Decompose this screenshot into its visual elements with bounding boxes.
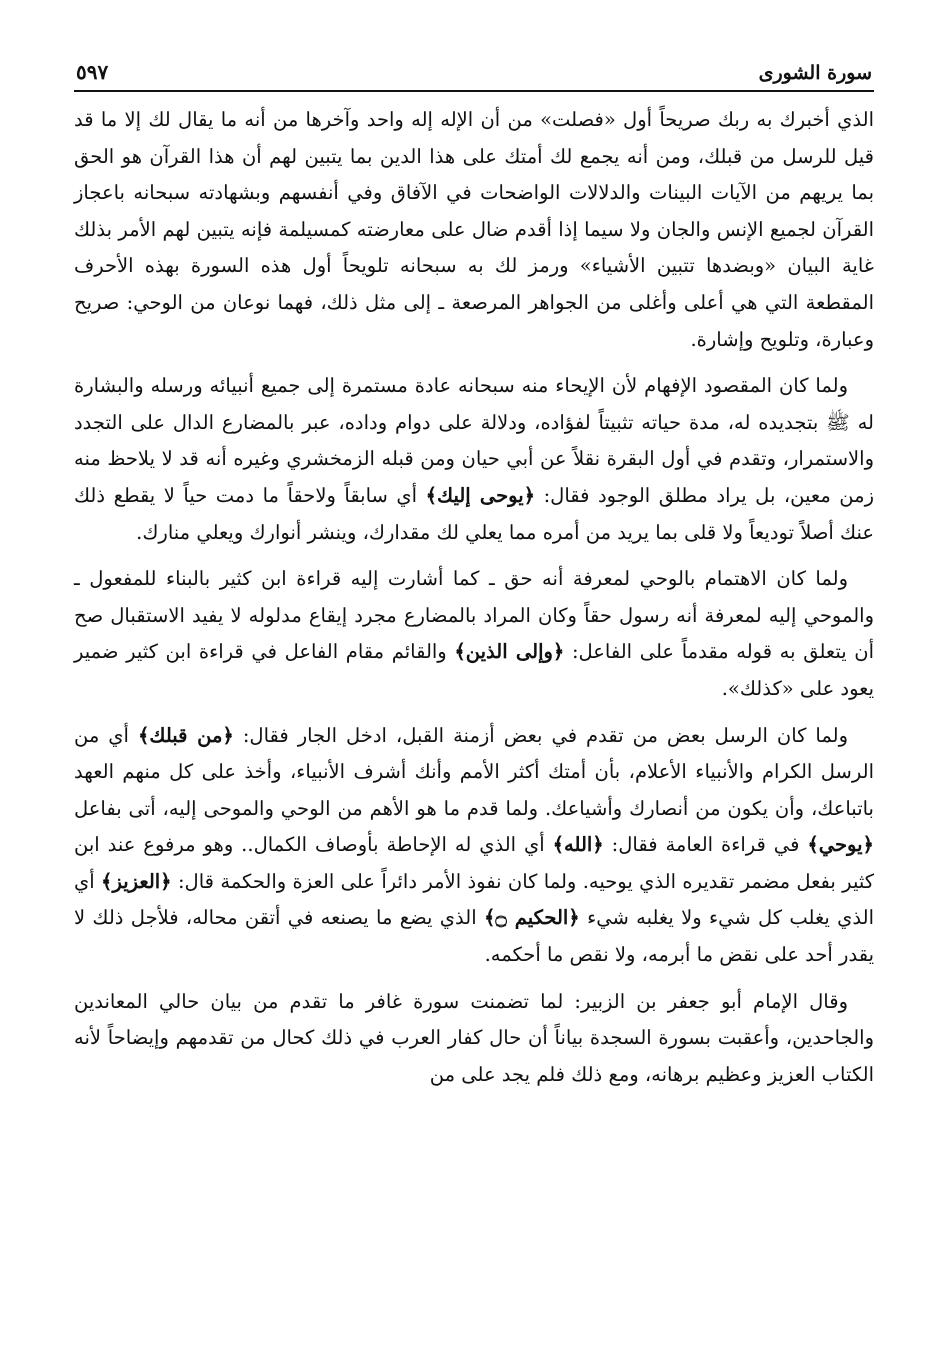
surah-title: سورة الشورى <box>758 62 872 84</box>
page-number: ٥٩٧ <box>76 60 109 84</box>
paragraph-text: أي من الرسل الكرام والأنبياء الأعلام، بأن أمتك أكثر الأمم وأنك أشرف الأنبياء، وأخذ على كل منهم العهد باتباعك، وأن يكون من أنصارك وأشياعك. ولما قدم ما هو الأهم من الوحي والموحى إليه، أتى بفاعل <box>74 723 874 820</box>
quran-quote: ﴿الله﴾ <box>552 833 604 857</box>
quran-quote: ﴿يوحي﴾ <box>807 833 874 857</box>
quran-quote: ﴿الحكيم ۝﴾ <box>483 906 580 930</box>
paragraph-text: أي الذي له الإحاطة بأوصاف الكمال.. وهو مرفوع عند ابن كثير بفعل مضمر تقديره الذي يوحيه. ولما كان نفوذ الأمر دائراً على العزة والحكمة قال: <box>74 833 874 893</box>
quran-quote: ﴿من قبلك﴾ <box>137 723 234 747</box>
paragraph-text: والقائم مقام الفاعل في قراءة ابن كثير ضمير يعود على «كذلك». <box>74 640 874 700</box>
paragraph-text: ولما كان الرسل بعض من تقدم في بعض أزمنة القبل، ادخل الجار فقال: <box>233 723 849 747</box>
paragraph-text: وقال الإمام أبو جعفر بن الزبير: لما تضمنت سورة غافر ما تقدم من بيان حالي المعاندين والجاحدين، وأعقبت بسورة السجدة بياناً أن حال كفار العرب في ذلك كحال من تقدمهم وإيضاحاً لأنه الكتاب العزيز وعظيم برهانه، ومع ذلك فلم يجد على من <box>74 989 874 1086</box>
paragraph-text: أي الذي يغلب كل شيء ولا يغلبه شيء <box>74 869 874 930</box>
paragraph-text: ولما كان الاهتمام بالوحي لمعرفة أنه حق ـ كما أشارت إليه قراءة ابن كثير بالبناء للمفعول ـ والموحي إليه لمعرفة أنه رسول حقاً وكان المراد بالمضارع مجرد إيقاع مدلوله لا يفيد الاستقبال صح أن يتعلق به قوله مقدماً على الفاعل: <box>74 567 874 664</box>
paragraph-text: أي سابقاً ولاحقاً ما دمت حياً لا يقطع ذلك عنك أصلاً توديعاً ولا قلى بما يريد من أمره مما يعلي لك مقدارك، وينشر أنوارك ويعلي منارك. <box>74 483 874 544</box>
paragraph <box>74 984 874 1094</box>
paragraph-text: ولما كان المقصود الإفهام لأن الإيحاء منه سبحانه عادة مستمرة إلى جميع أنبيائه ورسله والبشارة له ﷺ بتجديده له، مدة حياته تثبيتاً لفؤاده، ودلالة على دوام وداده، عبر بالمضارع الدال على التجدد والاستمرار، وتقدم في أول البقرة نقلاً عن أبي حيان ومن قبله الزمخشري وغيره أنه قد لا يلاحظ منه زمن معين، بل يراد مطلق الوجود فقال: <box>74 374 874 507</box>
paragraph <box>74 102 874 358</box>
paragraph <box>74 561 874 707</box>
quran-quote: ﴿وإلى الذين﴾ <box>454 640 565 664</box>
paragraph-text: في قراءة العامة فقال: <box>603 833 808 857</box>
page <box>74 48 874 1328</box>
paragraph <box>74 718 874 974</box>
paragraph-text: الذي يضع ما يصنعه في أتقن محاله، فلأجل ذلك لا يقدر أحد على نقض ما أبرمه، ولا نقص ما أحكمه. <box>74 906 874 967</box>
quran-quote: ﴿العزيز﴾ <box>101 869 172 893</box>
paragraph-text: الذي أخبرك به ربك صريحاً أول «فصلت» من أن الإله إله واحد وآخرها من أنه ما يقال لك إلا ما قد قيل للرسل من قبلك، ومن أنه يجمع لك أمتك على هذا الدين بما يتبين لهم أن هذا القرآن هو الحق بما يريهم من الآيات البينات والدلالات الواضحات في الآفاق وفي أنفسهم وبشهادته سبحانه باعجاز القرآن لجميع الإنس والجان ولا سيما إذا أقدم ضال على معارضته كمسيلمة فإنه يتبين لهم الأمر بذلك غاية البيان «وبضدها تتبين الأشياء» ورمز لك به سبحانه تلويحاً أول هذه السورة بهذه الأحرف المقطعة التي هي أعلى وأغلى من الجواهر المرصعة ـ إلى مثل ذلك، فهما نوعان من الوحي: صريح وعبارة، وتلويح وإشارة. <box>74 108 874 351</box>
quran-quote: ﴿يوحى إليك﴾ <box>425 483 536 507</box>
page-body <box>74 102 874 1093</box>
paragraph <box>74 368 874 551</box>
header-divider <box>74 90 874 92</box>
page-header <box>74 48 874 84</box>
